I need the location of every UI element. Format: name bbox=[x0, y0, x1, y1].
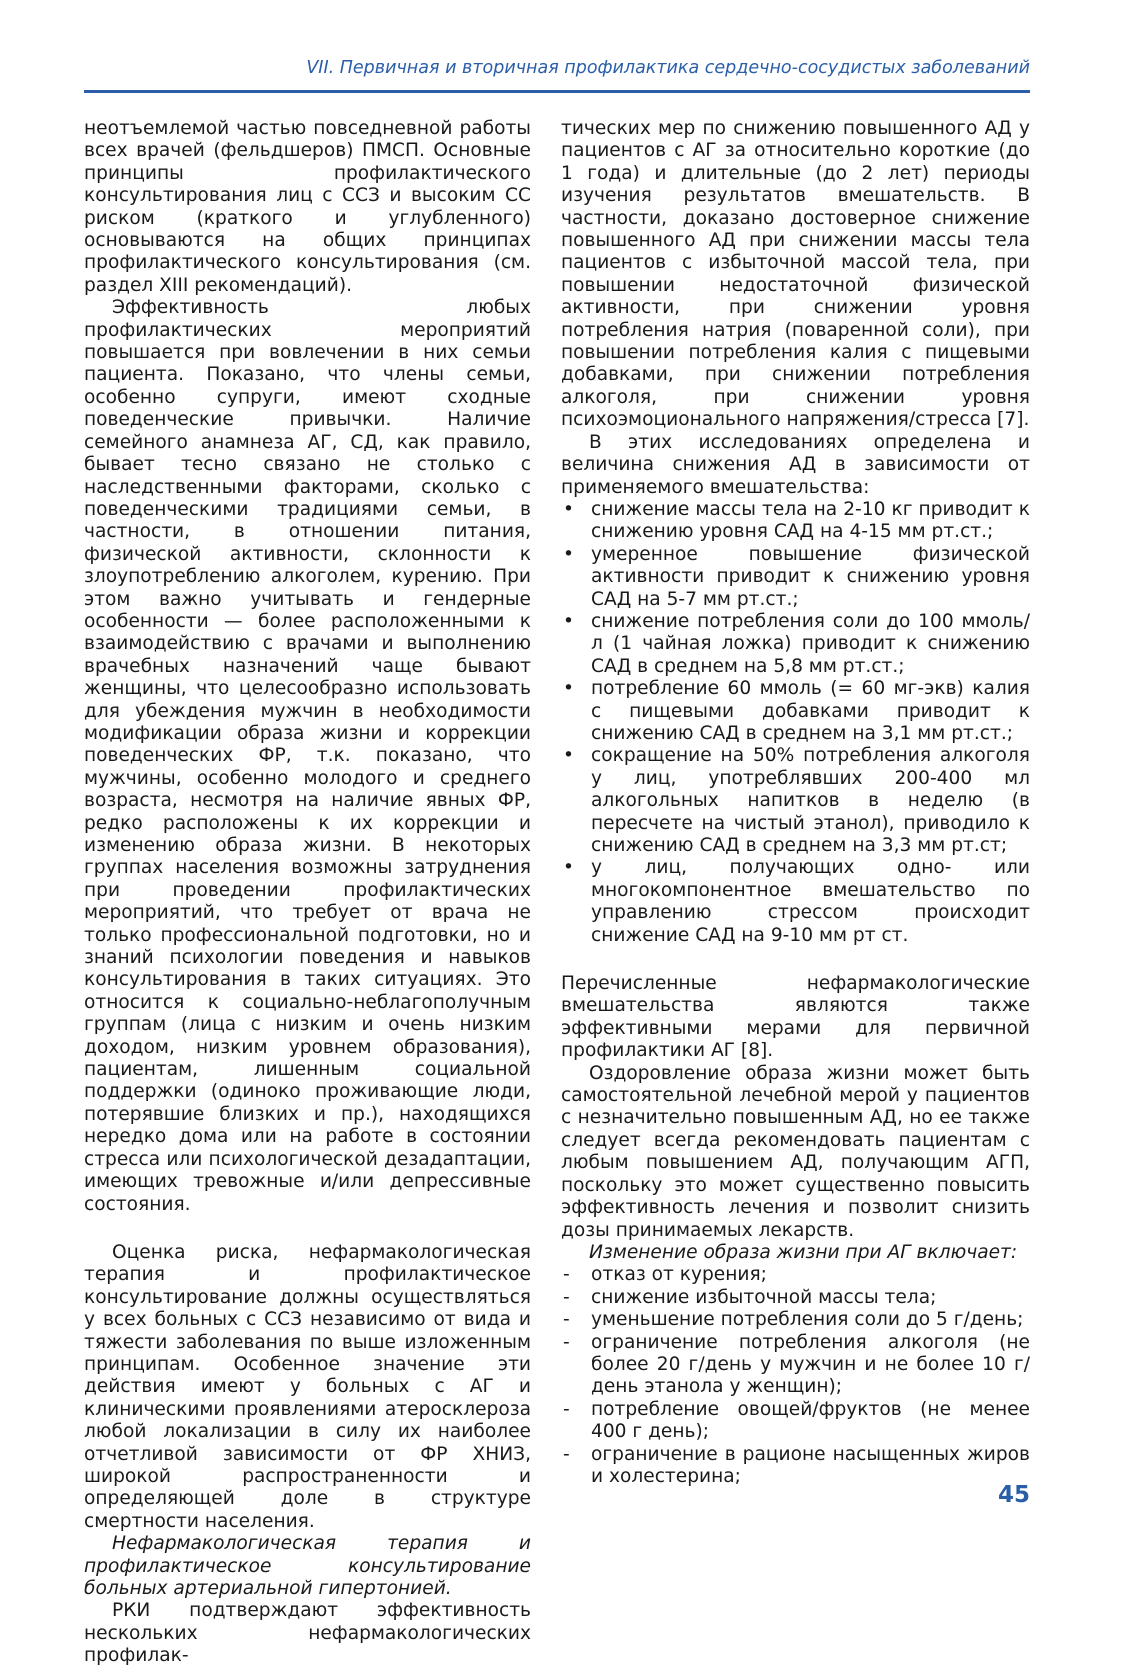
dash-mark: - bbox=[563, 1264, 570, 1286]
paragraph: тических мер по снижению повышенного АД у пациентов с АГ за относительно короткие (до 1 года) и длительные (до 2 лет) периоды изучения результатов вмешательств. В частности, доказано достоверное снижение повышенного АД при снижении массы тела пациентов с избыточной массой тела, при повышении недостаточной физической активности, при снижении уровня потребления натрия (поваренной соли), при повышении потребления калия с пищевыми добавками, при снижении потребления алкоголя, при снижении уровня психоэмоционального напряжения/стресса [7]. bbox=[561, 118, 1030, 431]
list-item-text: потребление 60 ммоль (= 60 мг-экв) калия с пищевыми добавками приводит к снижению САД в среднем на 3,1 мм рт.ст.; bbox=[591, 678, 1030, 744]
bullet-mark: • bbox=[563, 498, 574, 520]
italic-subheading: Изменение образа жизни при АГ включает: bbox=[589, 1241, 1018, 1263]
dash-mark: - bbox=[563, 1286, 570, 1308]
list-item bbox=[561, 544, 1030, 611]
dash-mark: - bbox=[563, 1443, 570, 1465]
list-item bbox=[561, 678, 1030, 745]
italic-subheading: Нефармакологическая терапия и профилактическое консультирование больных артериальной гипертонией. bbox=[84, 1533, 531, 1599]
list-item-text: сокращение на 50% потребления алкоголя у лиц, употреблявших 200-400 мл алкогольных напитков в неделю (в пересчете на чистый этанол), приводило к снижению САД в среднем на 3,3 мм рт.ст; bbox=[591, 745, 1030, 856]
list-item bbox=[561, 1287, 1030, 1309]
list-item bbox=[561, 499, 1030, 544]
list-item-text: ограничение в рационе насыщенных жиров и холестерина; bbox=[591, 1443, 1030, 1487]
dash-list bbox=[561, 1264, 1030, 1488]
paragraph: неотъемлемой частью повседневной работы всех врачей (фельдшеров) ПМСП. Основные принципы профилактического консультирования лиц с ССЗ и высоким СС риском (краткого и углубленного) основываются на общих принципах профилактического консультирования (см. раздел XIII рекомендаций). bbox=[84, 118, 531, 296]
spacer bbox=[561, 947, 1030, 973]
list-item-text: снижение массы тела на 2-10 кг приводит к снижению уровня САД на 4-15 мм рт.ст.; bbox=[591, 498, 1030, 543]
bullet-mark: • bbox=[563, 857, 574, 879]
left-column bbox=[84, 118, 531, 1668]
list-item-text: снижение потребления соли до 100 ммоль/л (1 чайная ложка) приводит к снижению САД в среднем на 5,8 мм рт.ст.; bbox=[591, 610, 1030, 677]
bullet-mark: • bbox=[563, 678, 574, 700]
list-item-text: умеренное повышение физической активности приводит к снижению уровня САД на 5-7 мм рт.ст.; bbox=[591, 543, 1030, 610]
list-item-text: отказ от курения; bbox=[591, 1264, 767, 1286]
dash-mark: - bbox=[563, 1309, 570, 1331]
dash-mark: - bbox=[563, 1398, 570, 1420]
paragraph: РКИ подтверждают эффективность нескольких нефармакологических профилак- bbox=[84, 1600, 531, 1667]
bullet-mark: • bbox=[563, 745, 574, 767]
dash-mark: - bbox=[563, 1331, 570, 1353]
paragraph: Оценка риска, нефармакологическая терапия и профилактическое консультирование должны осуществляться у всех больных с ССЗ независимо от вида и тяжести заболевания по выше изложенным принципам. Особенное значение эти действия имеют у больных с АГ и клиническими проявлениями атеросклероза любой локализации в силу их наиболее отчетливой зависимости от ФР ХНИЗ, широкой распространенности и определяющей доле в структуре смертности населения. bbox=[84, 1241, 531, 1532]
list-item bbox=[561, 1399, 1030, 1444]
bullet-mark: • bbox=[563, 610, 574, 632]
spacer bbox=[84, 1216, 531, 1242]
list-item-text: потребление овощей/фруктов (не менее 400 г день); bbox=[591, 1398, 1030, 1443]
page-number: 45 bbox=[997, 1482, 1030, 1508]
list-item-text: снижение избыточной массы тела; bbox=[591, 1286, 937, 1308]
list-item bbox=[561, 857, 1030, 947]
paragraph: Перечисленные нефармакологические вмешательства являются также эффективными мерами для первичной профилактики АГ [8]. bbox=[561, 973, 1030, 1062]
list-item bbox=[561, 1309, 1030, 1331]
list-item bbox=[561, 745, 1030, 857]
list-item bbox=[561, 1264, 1030, 1286]
list-item-text: ограничение потребления алкоголя (не более 20 г/день у мужчин и не более 10 г/день этанола у женщин); bbox=[591, 1331, 1030, 1398]
header-title: VII. Первичная и вторичная профилактика сердечно-сосудистых заболеваний bbox=[306, 58, 1030, 78]
list-item bbox=[561, 1444, 1030, 1489]
right-column bbox=[561, 118, 1030, 1488]
list-item-text: у лиц, получающих одно- или многокомпонентное вмешательство по управлению стрессом происходит снижение САД на 9-10 мм рт ст. bbox=[591, 857, 1030, 946]
paragraph: В этих исследованиях определена и величина снижения АД в зависимости от применяемого вмешательства: bbox=[561, 431, 1030, 498]
list-item bbox=[561, 611, 1030, 678]
list-item bbox=[561, 1332, 1030, 1399]
paragraph: Эффективность любых профилактических мероприятий повышается при вовлечении в них семьи пациента. Показано, что члены семьи, особенно супруги, имеют сходные поведенческие привычки. Наличие семейного анамнеза АГ, СД, как правило, бывает тесно связано не столько с наследственными факторами, сколько с поведенческими традициями семьи, в частности, в отношении питания, физической активности, склонности к злоупотреблению алкоголем, курению. При этом важно учитывать и гендерные особенности — более расположенными к взаимодействию с врачами и выполнению врачебных назначений чаще бывают женщины, что целесообразно использовать для убеждения мужчин в необходимости модификации образа жизни и коррекции поведенческих ФР, т.к. показано, что мужчины, особенно молодого и среднего возраста, несмотря на наличие явных ФР, редко расположены к их коррекции и изменению образа жизни. В некоторых группах населения возможны затруднения при проведении профилактических мероприятий, что требует от врача не только профессиональной подготовки, но и знаний психологии поведения и навыков консультирования в таких ситуациях. Это относится к социально-неблагополучным группам (лица с низким и очень низким доходом, низким уровнем образования), пациентам, лишенным социальной поддержки (одиноко проживающие люди, потерявшие близких и пр.), находящихся нередко дома или на работе в состоянии стресса или психологической дезадаптации, имеющих тревожные и/или депрессивные состояния. bbox=[84, 297, 531, 1215]
running-header bbox=[84, 58, 1030, 93]
bullet-list bbox=[561, 499, 1030, 947]
bullet-mark: • bbox=[563, 543, 574, 565]
list-item-text: уменьшение потребления соли до 5 г/день; bbox=[591, 1309, 1024, 1331]
paragraph: Оздоровление образа жизни может быть самостоятельной лечебной мерой у пациентов с незначительно повышенным АД, но ее также следует всегда рекомендовать пациентам с любым повышением АД, получающим АГП, поскольку это может существенно повысить эффективность лечения и позволит снизить дозы принимаемых лекарств. bbox=[561, 1062, 1030, 1241]
